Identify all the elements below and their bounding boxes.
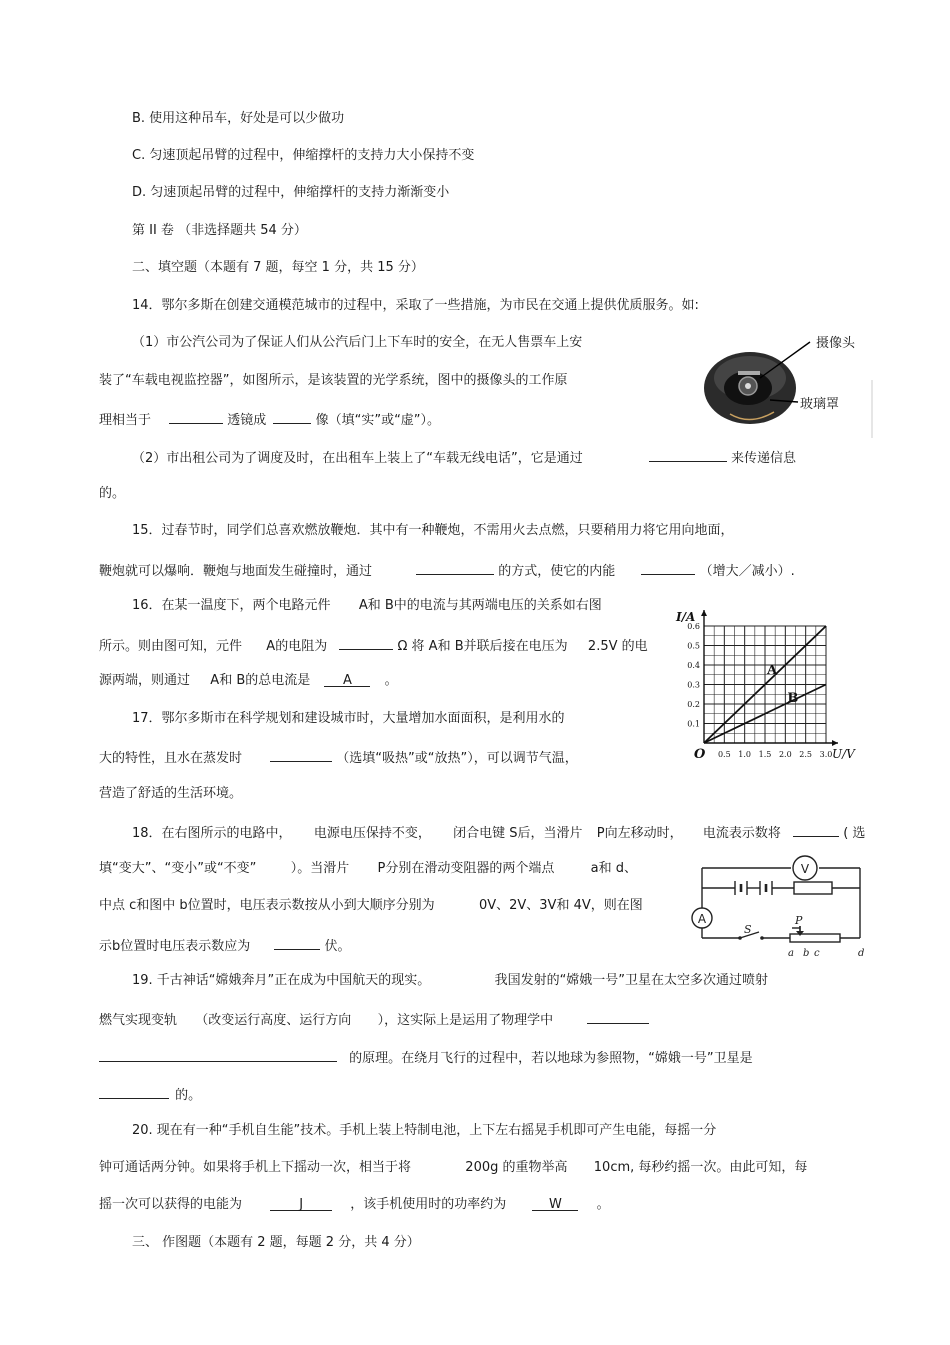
slider-label: P	[795, 914, 803, 927]
q16-text: 所示。则由图可知，元件	[99, 639, 243, 654]
q19-text: （改变运行高度、运行方向	[195, 1013, 352, 1028]
q18-blank-ammeter[interactable]	[793, 822, 839, 837]
x-tick-label: 3.0	[819, 750, 833, 759]
q18-line1	[132, 822, 865, 843]
voltmeter-label: V	[800, 862, 810, 876]
q20-text: 。	[596, 1197, 610, 1212]
q19-text: 燃气实现变轨	[99, 1013, 178, 1028]
q20-blank-power[interactable]: W	[532, 1196, 578, 1211]
q18-text: 闭合电键 S后，当滑片	[453, 826, 583, 841]
q19-text: 的。	[175, 1088, 202, 1103]
q20-text: 10cm, 每秒约摇一次。由此可知，每	[593, 1160, 808, 1175]
q20-line2	[99, 1159, 807, 1177]
q18-text: 0V、2V、3V和 4V，则在图	[478, 898, 643, 913]
q19-line1	[132, 972, 768, 990]
q16-text: A的电阻为	[266, 639, 328, 654]
circuit-diagram	[680, 848, 875, 962]
q19-text: 的原理。在绕月飞行的过程中，若以地球为参照物，“嫦娥一号”卫星是	[349, 1051, 753, 1066]
y-tick-label: 0.2	[687, 700, 700, 709]
rheostat-icon	[790, 934, 840, 942]
q15-text: （增大／减小）.	[699, 564, 795, 579]
y-tick-label: 0.3	[687, 680, 700, 690]
y-tick-label: 0.5	[687, 641, 700, 651]
q19-line4	[99, 1084, 201, 1105]
q18-text: 中点 c和图中 b位置时，电压表示数按从小到大顺序分别为	[99, 898, 435, 913]
option-c: C. 匀速顶起吊臂的过程中，伸缩撑杆的支持力大小保持不变	[132, 148, 475, 163]
section-2-header: 第 II 卷 （非选择题共 54 分）	[132, 223, 307, 238]
camera-figure	[700, 328, 878, 440]
q17-line2	[99, 747, 578, 768]
q18-line3	[99, 897, 643, 915]
q14-part1-line1: （1）市公汽公司为了保证人们从公汽后门上下车时的安全，在无人售票车上安	[132, 335, 583, 350]
q17-blank-heat[interactable]	[270, 747, 332, 762]
switch-label: S	[744, 923, 752, 936]
q17-text: 大的特性，且水在蒸发时	[99, 751, 243, 766]
point-a-label: a	[788, 948, 794, 959]
q16-text: A和 B中的电流与其两端电压的关系如右图	[358, 598, 602, 613]
y-axis-arrow	[701, 610, 707, 616]
glass-cover-label: 玻璃罩	[800, 397, 840, 412]
series-label-a: A	[767, 662, 778, 678]
q16-line3	[99, 672, 398, 690]
iv-graph-chart	[672, 600, 872, 768]
ammeter-label: A	[697, 912, 707, 926]
point-c-label: c	[814, 948, 820, 959]
camera-label: 摄像头	[816, 336, 856, 351]
q18-line4	[99, 935, 351, 956]
q14-text: 透镜成	[227, 413, 267, 428]
section-3-header: 三、 作图题（本题有 2 题，每题 2 分，共 4 分）	[132, 1235, 420, 1250]
q16-text: 16．在某一温度下，两个电路元件	[132, 598, 331, 613]
q18-blank-voltage[interactable]	[274, 935, 320, 950]
q14-text: 像（填“实”或“虚”）。	[315, 413, 441, 428]
x-tick-label: 2.0	[778, 750, 792, 759]
q16-blank-resistance[interactable]	[339, 635, 393, 650]
q20-line1: 20. 现在有一种“手机自生能”技术。手机上装上特制电池，上下左右摇晃手机即可产生电能，每摇一分	[132, 1123, 717, 1138]
q16-text: 源两端，则通过	[99, 673, 191, 688]
q15-line1: 15．过春节时，同学们总喜欢燃放鞭炮．其中有一种鞭炮，不需用火去点燃，只要稍用力将它用向地面，	[132, 523, 734, 538]
y-tick-label: 0.4	[687, 661, 700, 670]
q20-blank-energy[interactable]: J	[270, 1196, 332, 1211]
q20-text: 200g 的重物举高	[465, 1160, 568, 1175]
q18-line2	[99, 860, 637, 878]
q14-part2-line1	[132, 447, 796, 468]
q19-blank-motion[interactable]	[99, 1084, 169, 1099]
q16-blank-current[interactable]: A	[324, 672, 370, 687]
x-tick-label: 2.5	[799, 750, 813, 759]
q16-text: A和 B的总电流是	[210, 673, 311, 688]
q19-line2	[99, 1009, 649, 1030]
q14-blank-image[interactable]	[273, 409, 311, 424]
option-d: D. 匀速顶起吊臂的过程中，伸缩撑杆的支持力渐渐变小	[132, 185, 450, 200]
q18-text: P分别在滑动变阻器的两个端点	[377, 861, 555, 876]
q18-text: 伏。	[324, 939, 351, 954]
x-axis-label: U/V	[832, 747, 855, 761]
q16-line1	[132, 597, 602, 615]
q19-line3	[99, 1047, 753, 1068]
point-d-label: d	[858, 948, 865, 959]
y-tick-label: 0.1	[687, 719, 700, 729]
q14-text: 理相当于	[99, 413, 152, 428]
x-axis-arrow	[832, 740, 838, 746]
q15-line2	[99, 560, 795, 581]
q18-text: ( 选	[843, 826, 866, 841]
q16-line2	[99, 635, 648, 656]
q18-text: P向左移动时，	[596, 826, 683, 841]
origin-label: O	[694, 747, 706, 762]
q16-text: 。	[384, 673, 398, 688]
q15-blank-method[interactable]	[416, 560, 494, 575]
x-tick-label: 0.5	[717, 750, 731, 759]
q17-line1: 17．鄂尔多斯市在科学规划和建设城市时，大量增加水面面积，是利用水的	[132, 711, 565, 726]
q18-text: 填“变大”、“变小”或“不变”	[99, 861, 257, 876]
point-b-label: b	[803, 948, 810, 959]
q18-text: ）。当滑片	[290, 861, 350, 876]
q14-blank-medium[interactable]	[649, 447, 727, 462]
y-axis-label: I/A	[676, 610, 696, 624]
q14-text: 来传递信息	[731, 451, 797, 466]
q14-part2-line2: 的。	[99, 486, 126, 501]
q19-text: 我国发射的“嫦娥一号”卫星在太空多次通过喷射	[494, 973, 769, 988]
q18-text: a和 d、	[590, 861, 637, 876]
q17-text: （选填“吸热”或“放热”），可以调节气温，	[336, 751, 578, 766]
q14-intro: 14．鄂尔多斯在创建交通模范城市的过程中，采取了一些措施，为市民在交通上提供优质服务。如:	[132, 298, 699, 313]
q14-part1-line3	[99, 409, 440, 430]
q17-line3: 营造了舒适的生活环境。	[99, 786, 243, 801]
x-tick-label: 1.0	[738, 750, 752, 759]
q20-line3	[99, 1196, 610, 1214]
x-tick-label: 1.5	[758, 750, 772, 759]
q15-blank-energy[interactable]	[641, 560, 695, 575]
q20-text: ，该手机使用时的功率约为	[350, 1197, 507, 1212]
resistor-icon	[794, 882, 832, 894]
q14-text: （2）市出租公司为了调度及时，在出租车上装上了“车载无线电话”，它是通过	[132, 451, 583, 466]
q18-text: 示b位置时电压表示数应为	[99, 939, 251, 954]
q16-text: Ω 将 A和 B并联后接在电压为	[397, 639, 568, 654]
q15-text: 鞭炮就可以爆响．鞭炮与地面发生碰撞时，通过	[99, 564, 373, 579]
y-tick-label: 0.6	[687, 622, 700, 631]
series-label-b: B	[787, 691, 799, 706]
q14-blank-lens[interactable]	[169, 409, 223, 424]
q19-text: ），这实际上是运用了物理学中	[377, 1013, 554, 1028]
fill-in-header: 二、填空题（本题有 7 题，每空 1 分，共 15 分）	[132, 260, 424, 275]
q16-text: 2.5V 的电	[587, 639, 648, 654]
q19-text: 19. 千古神话“嫦娥奔月”正在成为中国航天的现实。	[132, 973, 431, 988]
q18-text: 电源电压保持不变，	[313, 826, 431, 841]
q19-blank-principle[interactable]	[99, 1047, 337, 1062]
q18-text: 电流表示数将	[702, 826, 781, 841]
q19-blank-principle-part1[interactable]	[587, 1009, 649, 1024]
option-b: B. 使用这种吊车，好处是可以少做功	[132, 111, 345, 126]
q18-text: 18．在右图所示的电路中，	[132, 826, 292, 841]
q15-text: 的方式，使它的内能	[498, 564, 616, 579]
q20-text: 摇一次可以获得的电能为	[99, 1197, 243, 1212]
q14-part1-line2: 装了“车载电视监控器”，如图所示，是该装置的光学系统，图中的摄像头的工作原	[99, 373, 568, 388]
q20-text: 钟可通话两分钟。如果将手机上下摇动一次，相当于将	[99, 1160, 412, 1175]
